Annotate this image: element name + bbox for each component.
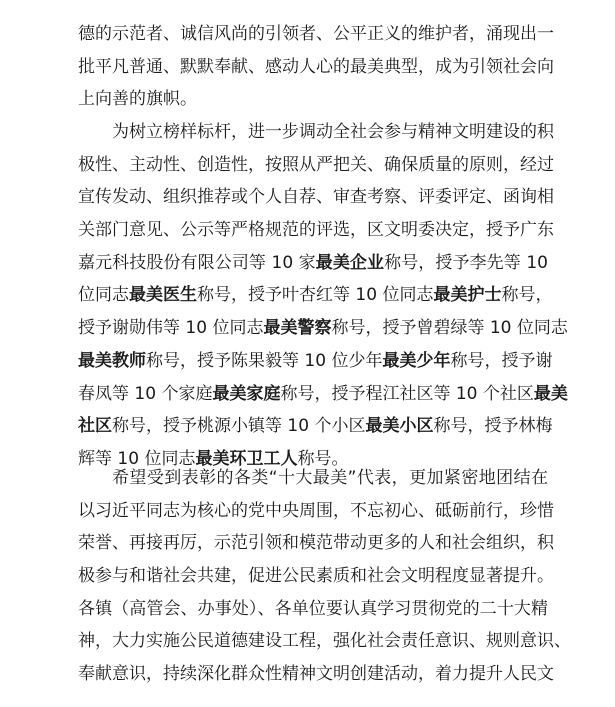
award-title-bold: 最美少年 [382,350,451,371]
text-line [78,247,548,280]
text-line [78,214,554,247]
text-segment: 宣传发动、组织推荐或个人自荐、审查考察、评委评定、函询相 [78,187,554,208]
text-line: 以习近平同志为核心的党中央周围，不忘初心、砥砺前行，珍惜 [78,500,554,521]
text-segment: 辉等 10 位同志 [78,448,196,469]
text-segment: 称号，授予林梅 [433,416,553,437]
award-title-bold: 最美家庭 [212,383,281,404]
award-title-bold: 最美小区 [365,416,434,437]
text-segment: 授予谢勋伟等 10 位同志 [78,318,264,339]
text-line [78,116,554,149]
text-line [78,149,554,182]
text-segment: 称号，授予桃源小镇等 10 个小区 [112,416,366,437]
text-segment: 称号，授予叶杏红等 10 位同志 [197,285,434,306]
text-line [78,345,553,378]
text-segment: 称号，授予李先等 10 [384,252,548,273]
award-title-bold: 最美 [533,383,568,404]
text-segment: 为树立榜样标杆，进一步调动全社会参与精神文明建设的积 [112,122,554,142]
award-title-bold: 最美教师 [78,350,146,371]
text-segment: 称号， [501,285,553,306]
text-line [78,312,568,345]
text-line [78,279,553,312]
award-title-bold: 社区 [78,416,112,437]
text-line: 各镇（高管会、办事处）、各单位要认真学习贯彻党的二十大精 [78,598,548,619]
text-line: 荣誉、再接再厉，示范引领和模范带动更多的人和社会组织，积 [78,533,554,554]
text-segment: 称号，授予谢 [450,350,553,371]
text-line [78,410,553,443]
text-segment: 称号，授予陈果毅等 10 位少年 [146,350,383,371]
paragraph-expectations [78,462,571,691]
text-line: 希望受到表彰的各类“十大最美”代表，更加紧密地团结在 [112,468,548,488]
text-segment: 春凤等 10 个家庭 [78,383,213,404]
text-segment: 位同志 [78,285,129,306]
text-segment: 称号，授予曾碧绿等 10 位同志 [331,318,568,339]
text-line: 德的示范者、诚信风尚的引领者、公平正义的维护者，涌现出一 [78,24,554,44]
paragraph-intro-continuation [78,18,554,116]
award-title-bold: 最美医生 [129,285,197,306]
text-segment: 关部门意见、公示等严格规范的评选，区文明委决定，授予广东 [78,220,554,241]
award-title-bold: 最美环卫工人 [195,448,298,469]
text-line: 神，大力实施公民道德建设工程，强化社会责任意识、规则意识、 [78,631,571,652]
text-segment: 称号，授予程江社区等 10 个社区 [280,383,534,404]
award-title-bold: 最美警察 [263,318,332,339]
text-line [78,181,554,214]
text-line [78,378,568,411]
award-title-bold: 最美企业 [315,252,385,273]
text-line: 批平凡普通、默默奉献、感动人心的最美典型，成为引领社会向 [78,56,554,77]
award-title-bold: 最美护士 [433,285,502,306]
text-line: 奉献意识，持续深化群众性精神文明创建活动，着力提升人民文 [78,664,554,685]
paragraph-awards [78,116,568,476]
text-segment: 嘉元科技股份有限公司等 10 家 [78,252,316,273]
text-segment: 称号。 [297,448,349,469]
text-line: 极参与和谐社会共建，促进公民素质和社会文明程度显著提升。 [78,566,554,587]
text-line: 上向善的旗帜。 [78,89,197,110]
text-segment: 极性、主动性、创造性，按照从严把关、确保质量的原则，经过 [78,154,554,175]
